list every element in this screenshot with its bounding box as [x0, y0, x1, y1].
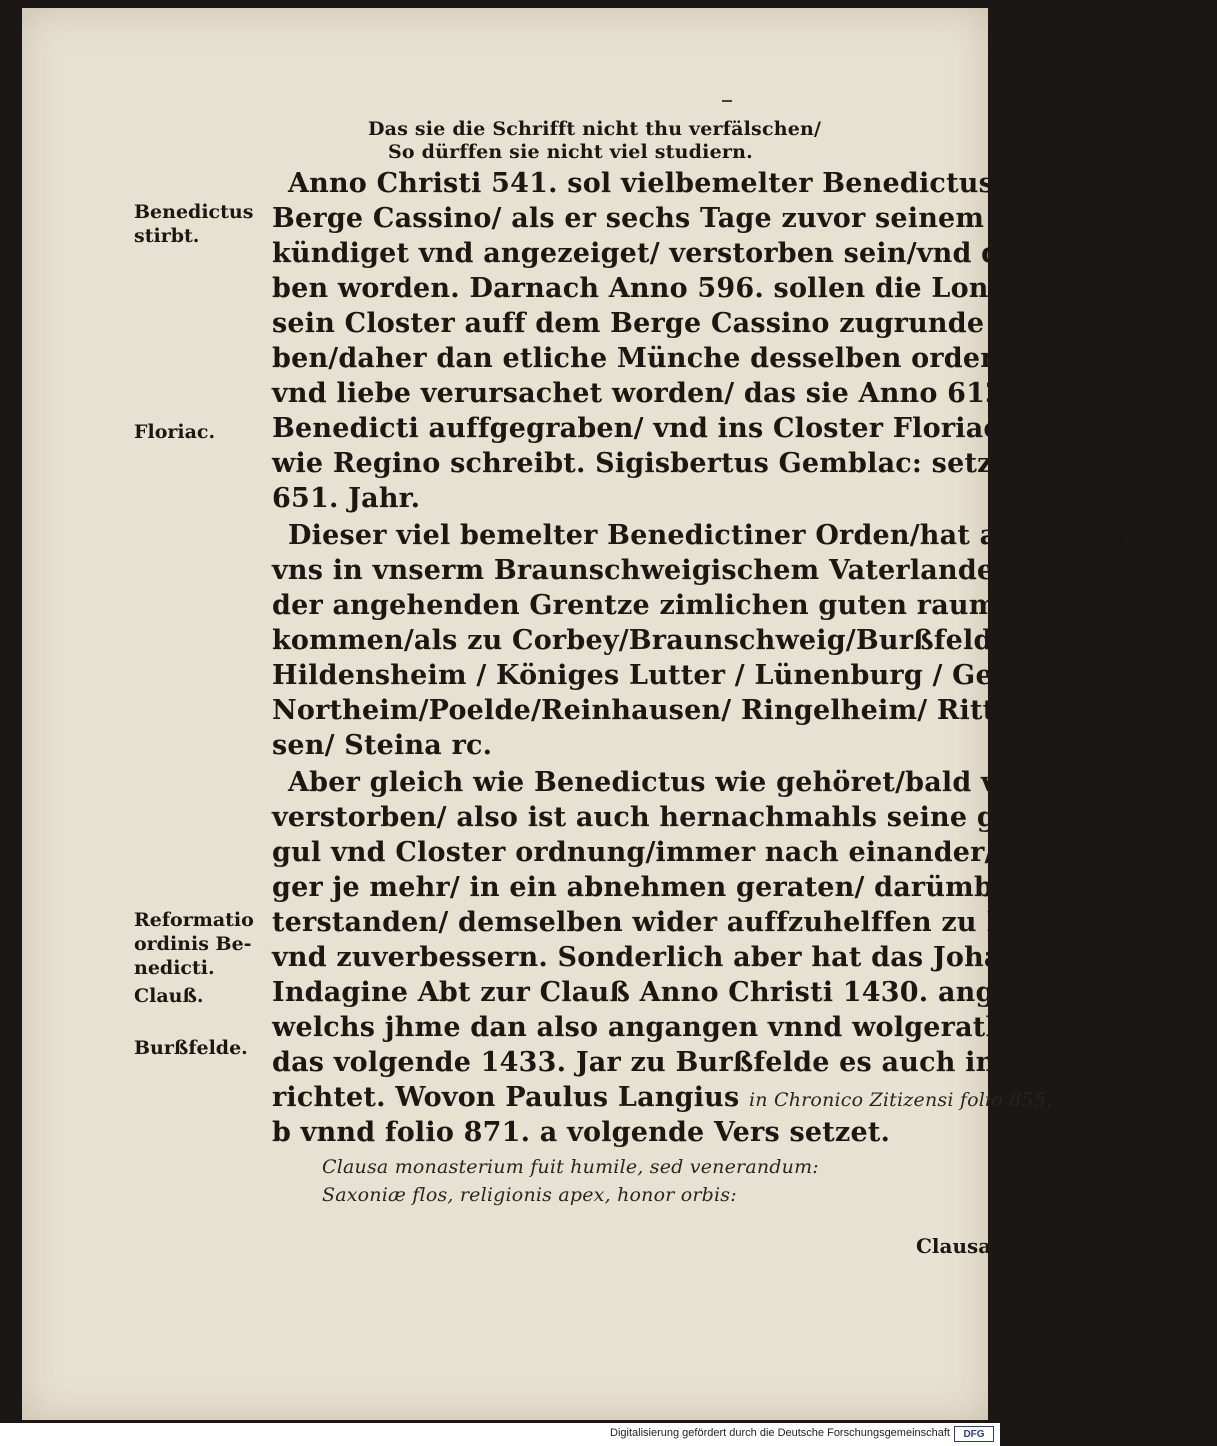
body-line: Northeim/Poelde/Reinhausen/ Ringelheim/ Ritterßhau- — [272, 695, 1117, 726]
margin-note-line: ordinis Be- — [134, 933, 252, 955]
margin-note-line: Burßfelde. — [134, 1037, 248, 1059]
body-line: Berge Cassino/ als er sechs Tage zuvor seinem Todt ver- — [272, 203, 1130, 234]
margin-note-reformatio — [134, 908, 254, 980]
body-line: b vnnd folio 871. a volgende Vers setzet. — [272, 1117, 891, 1148]
body-line: vnd liebe verursachet worden/ das sie Anno 612. das gebein — [272, 378, 1189, 409]
latin-verse-line: Clausa monasterium fuit humile, sed venerandum: — [322, 1156, 819, 1178]
body-line: Indagine Abt zur Clauß Anno Christi 1430. angefangen/ — [272, 977, 1128, 1008]
body-line: kommen/als zu Corbey/Braunschweig/Burßfelda/Clauß/ — [272, 625, 1121, 656]
latin-verse-line: Saxoniæ flos, religionis apex, honor orbis: — [322, 1184, 737, 1206]
margin-note-line: stirbt. — [134, 225, 200, 247]
body-line: Dieser viel bemelter Benedictiner Orden/hat allhier bey — [288, 520, 1143, 551]
margin-note-bursfelde — [134, 1036, 248, 1060]
margin-note-floriac — [134, 420, 215, 444]
body-line: Aber gleich wie Benedictus wie gehöret/bald vnd zeitlich — [288, 767, 1159, 798]
latin-citation: in Chronico Zitizensi folio 855. — [749, 1089, 1053, 1111]
body-line: ben/daher dan etliche Münche desselben ordens aus andacht — [272, 343, 1212, 374]
body-line: das volgende 1433. Jar zu Burßfelde es auch ins werck ge- — [272, 1047, 1169, 1078]
body-line: 651. Jahr. — [272, 483, 421, 514]
margin-note-line: Reformatio — [134, 909, 254, 931]
catchword: Clausa — [916, 1234, 992, 1258]
body-line: vns in vnserm Braunschweigischem Vaterlande/vnnd an — [272, 555, 1127, 586]
funding-notice: Digitalisierung gefördert durch die Deutsche Forschungsgemeinschaft — [610, 1427, 950, 1439]
ornament-dash — [722, 100, 732, 102]
body-line: sein Closter auff dem Berge Cassino zugrunde zerstöret ha- — [272, 308, 1191, 339]
verse-line: So dürffen sie nicht viel studiern. — [388, 141, 753, 163]
body-line: sen/ Steina rc. — [272, 730, 493, 761]
margin-note-line: Floriac. — [134, 421, 216, 443]
body-line: ger je mehr/ in ein abnehmen geraten/ darümb sich viel vn- — [272, 872, 1186, 903]
body-text: richtet. Wovon Paulus Langius — [272, 1082, 740, 1113]
body-line: welchs jhme dan also angangen vnnd wolgerathen/ das er — [272, 1012, 1156, 1043]
body-line: verstorben/ also ist auch hernachmahls seine gemachete Re- — [272, 802, 1205, 833]
body-line: der angehenden Grentze zimlichen guten raum vnd platz be- — [272, 590, 1205, 621]
body-line: Hildensheim / Königes Lutter / Lünenburg / Gerenrode/ — [272, 660, 1124, 691]
margin-note-line: nedicti. — [134, 957, 215, 979]
body-line — [272, 1082, 1052, 1113]
document-page — [22, 8, 1217, 1420]
dfg-logo: DFG — [954, 1426, 994, 1442]
body-line: gul vnd Closter ordnung/immer nach einander/vnnd je len- — [272, 837, 1175, 868]
body-line: Anno Christi 541. sol vielbemelter Benedictus/auff dem — [288, 168, 1141, 199]
margin-note-clauss — [134, 984, 204, 1008]
body-line: vnd zuverbessern. Sonderlich aber hat das Johannes de — [272, 942, 1121, 973]
verse-line: Das sie die Schrifft nicht thu verfälschen/ — [368, 118, 822, 140]
margin-note-line: Benedictus — [134, 201, 254, 223]
margin-note-benedictus — [134, 200, 253, 248]
body-line: kündiget vnd angezeiget/ verstorben sein/vnd daselbst begra- — [272, 238, 1217, 269]
body-line: terstanden/ demselben wider auffzuhelffen zu Reformieren — [272, 907, 1180, 938]
body-line: ben worden. Darnach Anno 596. sollen die Longobarden — [272, 273, 1134, 304]
footer-bar — [0, 1423, 1000, 1446]
body-line: wie Regino schreibt. Sigisbertus Gemblac: setzet dieses ins — [272, 448, 1183, 479]
margin-note-line: Clauß. — [134, 985, 204, 1007]
body-line: Benedicti auffgegraben/ vnd ins Closter Floriac gebracht/ — [272, 413, 1157, 444]
